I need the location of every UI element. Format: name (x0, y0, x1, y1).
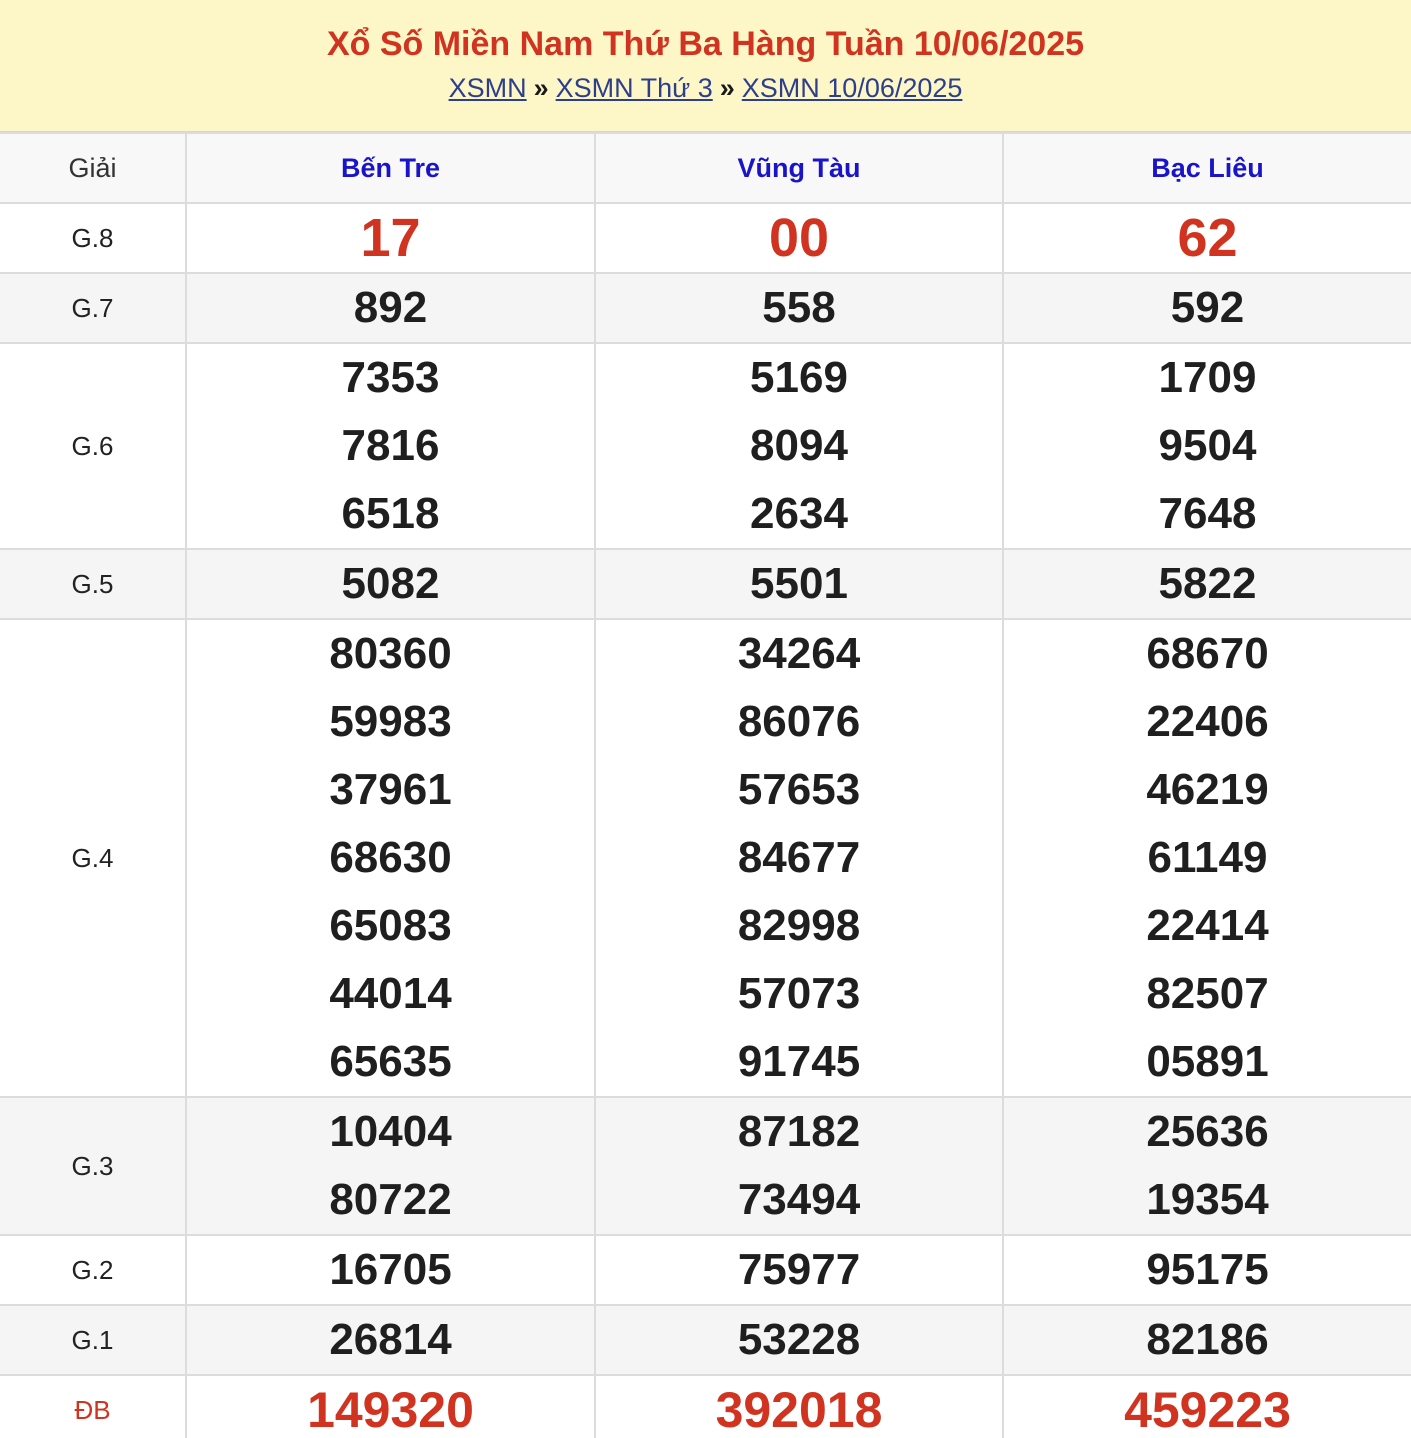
prize-label: G.7 (0, 273, 186, 343)
result-number: 62 (1177, 208, 1238, 268)
province-header-ben-tre: Bến Tre (186, 133, 595, 203)
table-row (0, 343, 1411, 549)
result-number: 9504 (1158, 421, 1257, 470)
result-number: 80722 (329, 1175, 452, 1224)
province-header-bac-lieu: Bạc Liêu (1003, 133, 1411, 203)
page-title: Xổ Số Miền Nam Thứ Ba Hàng Tuần 10/06/2025 (326, 25, 1085, 63)
prize-column-header: Giải (0, 133, 186, 203)
result-number: 7648 (1158, 489, 1257, 538)
result-cell-ben-tre (186, 1375, 595, 1438)
prize-label: G.5 (0, 549, 186, 619)
result-number: 25636 (1146, 1107, 1269, 1156)
table-row (0, 1305, 1411, 1375)
result-number: 82998 (737, 901, 861, 950)
result-number: 44014 (329, 969, 452, 1018)
result-number: 75977 (737, 1245, 861, 1294)
result-cell-ben-tre (186, 1097, 595, 1235)
result-cell-bac-lieu (1003, 343, 1411, 549)
result-number: 95175 (1146, 1245, 1269, 1294)
result-cell-ben-tre (186, 619, 595, 1097)
results-body (0, 203, 1411, 1438)
result-number: 5082 (341, 559, 440, 608)
table-row (0, 1375, 1411, 1438)
table-row (0, 549, 1411, 619)
breadcrumb-link-xsmn-date[interactable]: XSMN 10/06/2025 (741, 73, 963, 103)
result-number: 10404 (329, 1107, 452, 1156)
table-row (0, 273, 1411, 343)
result-number: 34264 (737, 629, 861, 678)
result-cell-bac-lieu (1003, 1097, 1411, 1235)
result-cell-bac-lieu (1003, 203, 1411, 273)
result-number: 73494 (737, 1175, 861, 1224)
result-cell-vung-tau (595, 273, 1003, 343)
result-number: 5501 (750, 559, 848, 608)
prize-label: G.1 (0, 1305, 186, 1375)
breadcrumb-separator: » (719, 73, 735, 103)
breadcrumb-separator: » (533, 73, 549, 103)
result-number: 65083 (329, 901, 452, 950)
result-number: 46219 (1146, 765, 1269, 814)
result-number: 82507 (1146, 969, 1269, 1018)
result-cell-vung-tau (595, 549, 1003, 619)
result-number: 57653 (737, 765, 861, 814)
result-number: 19354 (1146, 1175, 1269, 1224)
prize-label: G.8 (0, 203, 186, 273)
result-number: 892 (353, 283, 428, 332)
result-cell-vung-tau (595, 1235, 1003, 1305)
result-number: 59983 (329, 697, 452, 746)
result-number: 16705 (329, 1245, 452, 1294)
result-number: 5169 (750, 353, 848, 402)
result-number: 68670 (1146, 629, 1269, 678)
result-number: 5822 (1158, 559, 1257, 608)
result-number: 80360 (329, 629, 452, 678)
result-cell-ben-tre (186, 1305, 595, 1375)
result-cell-ben-tre (186, 549, 595, 619)
breadcrumb (0, 70, 1411, 106)
result-number: 37961 (329, 765, 452, 814)
result-number: 459223 (1124, 1382, 1291, 1438)
result-number: 558 (762, 283, 836, 332)
result-number: 91745 (737, 1037, 861, 1086)
result-number: 8094 (750, 421, 848, 470)
result-cell-ben-tre (186, 273, 595, 343)
result-number: 00 (768, 208, 830, 268)
result-cell-ben-tre (186, 1235, 595, 1305)
result-cell-bac-lieu (1003, 1305, 1411, 1375)
prize-label: G.6 (0, 343, 186, 549)
result-number: 86076 (737, 697, 861, 746)
result-number: 592 (1170, 283, 1245, 332)
table-row (0, 203, 1411, 273)
table-row (0, 619, 1411, 1097)
result-number: 57073 (737, 969, 861, 1018)
result-number: 05891 (1146, 1037, 1269, 1086)
result-number: 84677 (737, 833, 861, 882)
prize-label: G.4 (0, 619, 186, 1097)
result-number: 2634 (750, 489, 848, 538)
result-cell-vung-tau (595, 619, 1003, 1097)
result-number: 17 (360, 208, 421, 268)
result-number: 65635 (329, 1037, 452, 1086)
prize-label: G.3 (0, 1097, 186, 1235)
result-cell-bac-lieu (1003, 619, 1411, 1097)
table-row (0, 1097, 1411, 1235)
result-cell-vung-tau (595, 1305, 1003, 1375)
results-header (0, 0, 1411, 132)
result-cell-bac-lieu (1003, 1235, 1411, 1305)
results-table (0, 132, 1411, 1438)
result-number: 392018 (715, 1382, 883, 1438)
result-cell-ben-tre (186, 203, 595, 273)
prize-label: ĐB (0, 1375, 186, 1438)
table-header-row (0, 133, 1411, 203)
result-number: 82186 (1146, 1315, 1269, 1364)
result-cell-vung-tau (595, 1375, 1003, 1438)
breadcrumb-link-xsmn[interactable]: XSMN (448, 73, 527, 103)
result-number: 22406 (1146, 697, 1269, 746)
result-number: 1709 (1158, 353, 1257, 402)
result-number: 7353 (341, 353, 440, 402)
table-row (0, 1235, 1411, 1305)
result-number: 26814 (329, 1315, 452, 1364)
result-number: 6518 (341, 489, 440, 538)
result-number: 7816 (341, 421, 440, 470)
result-number: 87182 (737, 1107, 861, 1156)
result-number: 149320 (307, 1382, 474, 1438)
result-number: 68630 (329, 833, 452, 882)
result-cell-vung-tau (595, 343, 1003, 549)
result-cell-bac-lieu (1003, 1375, 1411, 1438)
result-cell-bac-lieu (1003, 549, 1411, 619)
breadcrumb-link-xsmn-thu-3[interactable]: XSMN Thứ 3 (555, 73, 713, 103)
result-number: 61149 (1147, 833, 1268, 882)
province-header-vung-tau: Vũng Tàu (595, 133, 1003, 203)
prize-label: G.2 (0, 1235, 186, 1305)
result-cell-vung-tau (595, 1097, 1003, 1235)
result-cell-vung-tau (595, 203, 1003, 273)
result-cell-bac-lieu (1003, 273, 1411, 343)
result-cell-ben-tre (186, 343, 595, 549)
result-number: 53228 (737, 1315, 861, 1364)
result-number: 22414 (1146, 901, 1269, 950)
